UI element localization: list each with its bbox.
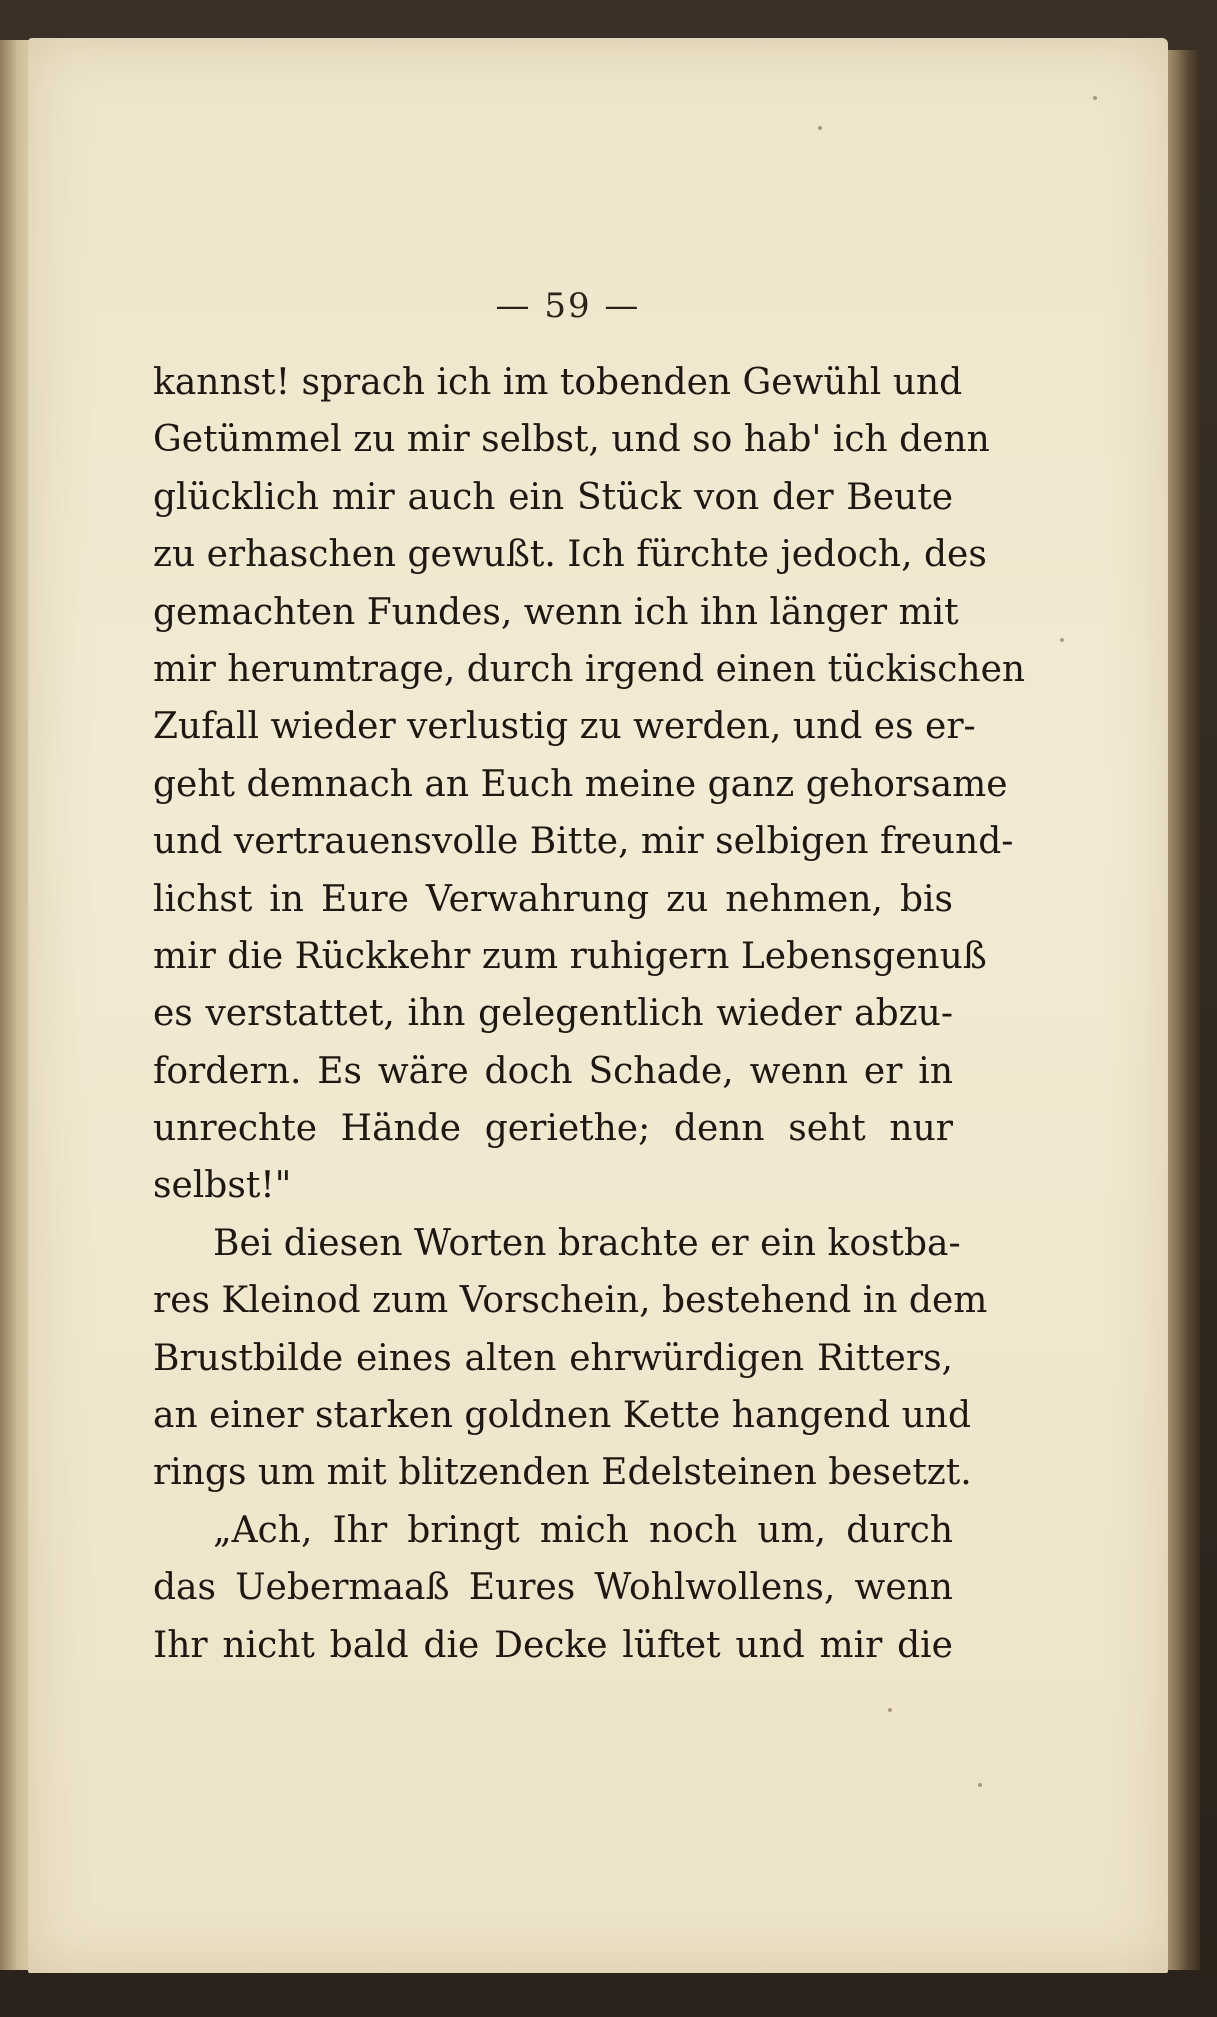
text-line: an einer starken goldnen Kette hangend und [153,1395,971,1437]
text-line: kannst! sprach ich im tobenden Gewühl und [153,362,963,403]
book-page [28,38,1168,1973]
text-line: und vertrauensvolle Bitte, mir selbigen freund- [153,821,1014,863]
text-line: Brustbilde eines alten ehrwürdigen Ritters, [153,1337,953,1379]
text-line: selbst!" [153,1165,292,1207]
paper-speck [818,126,822,130]
page-number: — 59 — [495,286,641,326]
text-line: es verstattet, ihn gelegentlich wieder abzu- [153,993,953,1035]
paper-speck [1060,638,1064,642]
paper-speck [1093,96,1097,100]
text-line: gemachten Fundes, wenn ich ihn länger mit [153,591,959,633]
text-line: glücklich mir auch ein Stück von der Beute [153,476,953,518]
paragraph-start-line: „Ach, Ihr bringt mich noch um, durch [213,1509,953,1551]
text-line: Zufall wieder verlustig zu werden, und es er- [153,706,976,748]
text-line: fordern. Es wäre doch Schade, wenn er in [153,1050,953,1092]
paragraph-start-line: Bei diesen Worten brachte er ein kostba- [213,1222,961,1264]
text-line: rings um mit blitzenden Edelsteinen besetzt. [153,1452,972,1494]
text-line: zu erhaschen gewußt. Ich fürchte jedoch, des [153,534,987,576]
text-line: Getümmel zu mir selbst, und so hab' ich denn [153,419,990,461]
paper-speck [978,1783,982,1787]
text-line: lichst in Eure Verwahrung zu nehmen, bis [153,878,953,920]
text-line: unrechte Hände geriethe; denn seht nur [153,1108,953,1150]
page-text [153,354,1026,1674]
text-line: res Kleinod zum Vorschein, bestehend in dem [153,1280,988,1322]
text-line: geht demnach an Euch meine ganz gehorsame [153,763,1008,805]
paper-speck [888,1708,892,1712]
text-line: das Uebermaaß Eures Wohlwollens, wenn [153,1567,953,1609]
text-line: mir herumtrage, durch irgend einen tückischen [153,648,1026,690]
text-line: Ihr nicht bald die Decke lüftet und mir die [153,1624,953,1666]
left-page-edge [0,40,30,1970]
text-line: mir die Rückkehr zum ruhigern Lebensgenuß [153,935,987,977]
